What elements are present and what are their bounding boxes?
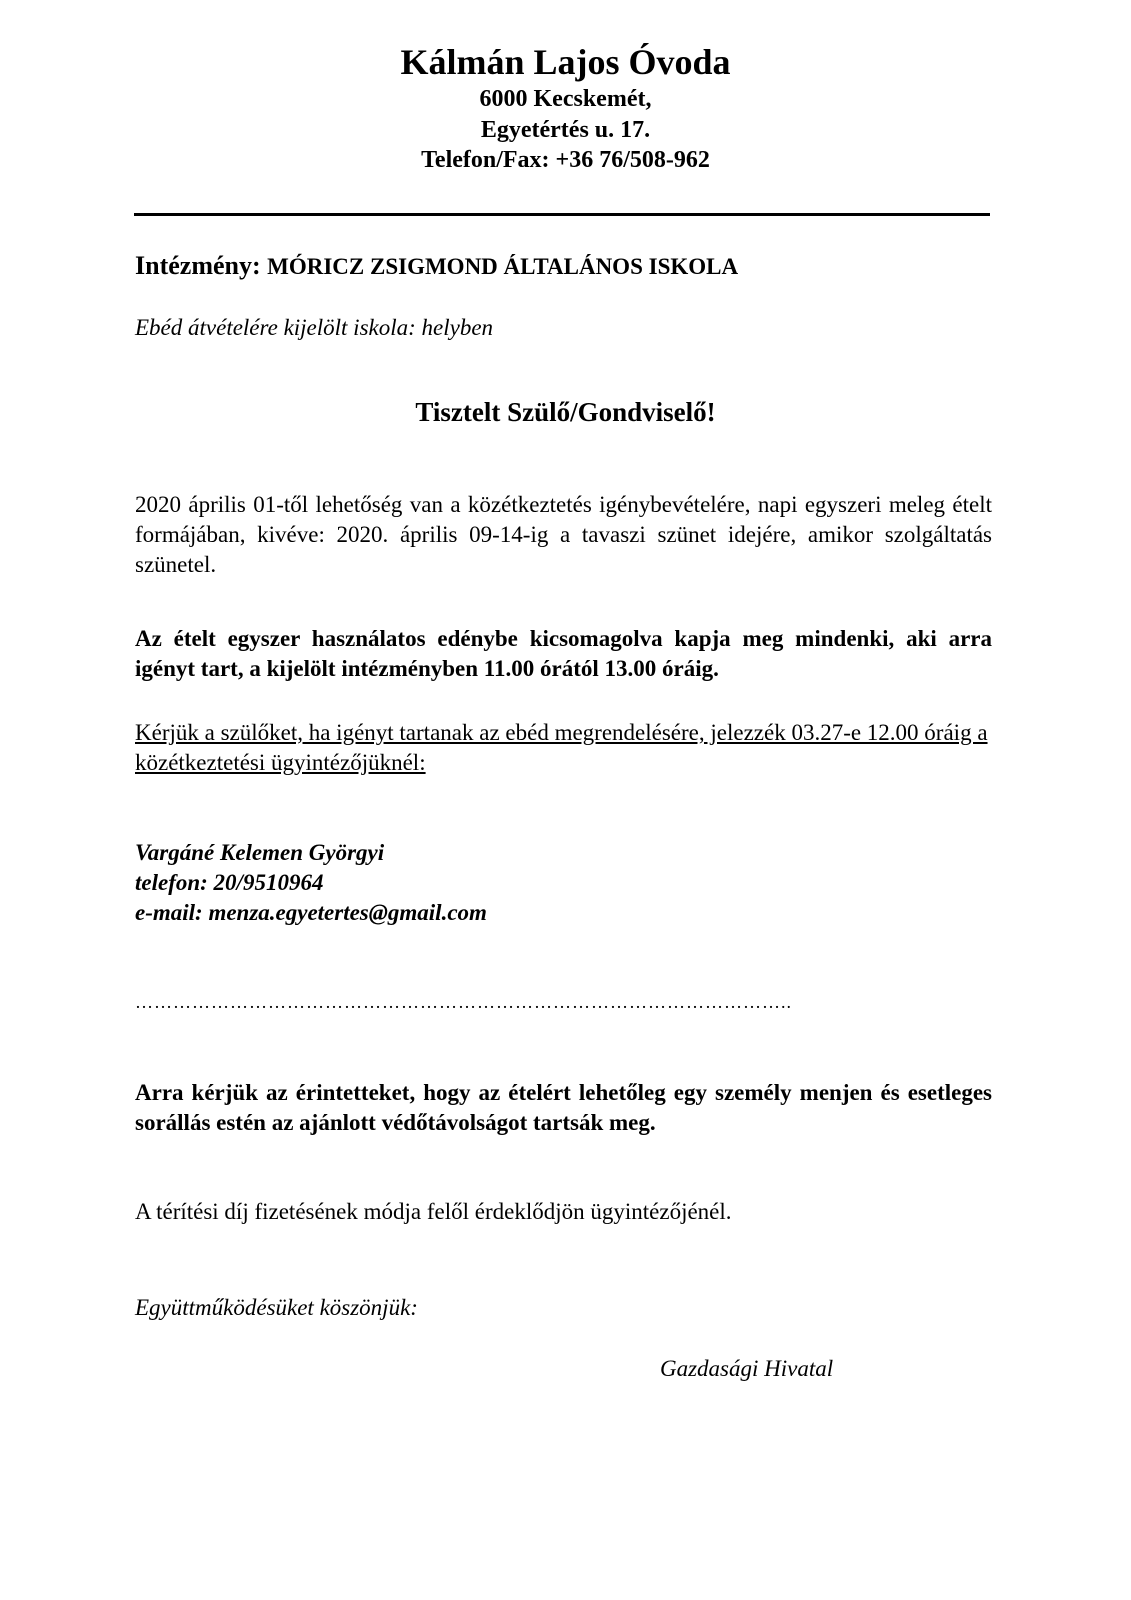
dotted-separator: …………………………………………………………………………………………..: [135, 992, 792, 1012]
letterhead-name: Kálmán Lajos Óvoda: [400, 42, 731, 82]
closing-signature: Gazdasági Hivatal: [660, 1356, 834, 1381]
institution-line: [135, 250, 738, 283]
safety-paragraph: Arra kérjük az érintetteket, hogy az ételért lehetőleg egy személy menjen és esetleges sorállás estén az ajánlott védőtávolságot tartsák meg.: [135, 1080, 992, 1135]
letterhead-city: 6000 Kecskemét,: [479, 86, 652, 112]
closing-thanks: Együttműködésüket köszönjük:: [135, 1295, 418, 1320]
packaging-paragraph: Az ételt egyszer használatos edénybe kicsomagolva kapja meg mindenki, aki arra igényt tart, a kijelölt intézményben 11.00 órától 13.00 óráig.: [135, 626, 992, 681]
institution-label: Intézmény:: [135, 251, 261, 280]
letterhead-phone: Telefon/Fax: +36 76/508-962: [421, 147, 710, 173]
pickup-school-line: Ebéd átvételére kijelölt iskola: helyben: [135, 315, 494, 340]
contact-email: e-mail: menza.egyetertes@gmail.com: [135, 900, 487, 925]
contact-phone: telefon: 20/9510964: [135, 870, 324, 895]
payment-paragraph: A térítési díj fizetésének módja felől érdeklődjön ügyintézőjénél.: [135, 1199, 732, 1224]
contact-name: Vargáné Kelemen Györgyi: [135, 840, 385, 865]
header-divider: [134, 213, 990, 216]
availability-paragraph: 2020 április 01-től lehetőség van a közétkeztetés igénybevételére, napi egyszeri meleg ételt formájában, kivéve: 2020. április 09-14-ig a tavaszi szünet idejére, amikor szolgáltatás szünetel.: [135, 492, 992, 577]
request-paragraph: Kérjük a szülőket, ha igényt tartanak az ebéd megrendelésére, jelezzék 03.27-e 12.00 óráig a közétkeztetési ügyintézőjüknél:: [135, 720, 988, 775]
salutation-heading: Tisztelt Szülő/Gondviselő!: [415, 397, 716, 427]
institution-name: MÓRICZ ZSIGMOND ÁLTALÁNOS ISKOLA: [267, 254, 739, 279]
letterhead-street: Egyetértés u. 17.: [480, 117, 651, 143]
